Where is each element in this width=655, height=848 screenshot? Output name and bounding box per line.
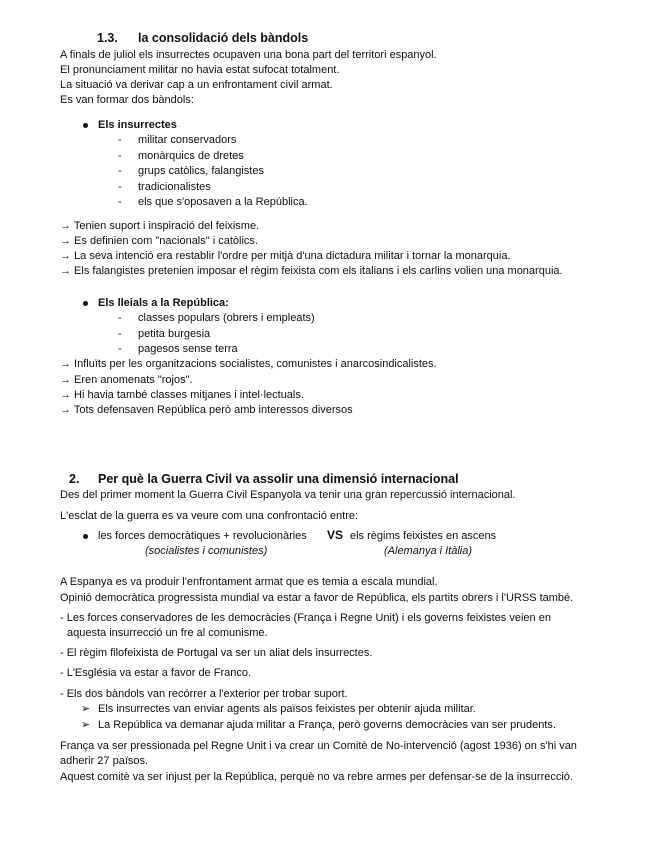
group-lleials-title: Els lleials a la República:: [98, 297, 229, 309]
dash-icon: -: [118, 150, 122, 162]
list-item: grups catòlics, falangistes: [138, 165, 264, 177]
list-item: els que s'oposaven a la República.: [138, 196, 308, 208]
dash-icon: -: [118, 312, 122, 324]
paragraph: Aquest comitè va ser injust per la República, perquè no va rebre armes per defensar-se de la insurrecció.: [60, 771, 573, 783]
note-line: → Hi havia també classes mitjanes i intel·lectuals.: [60, 389, 304, 401]
list-item: monàrquics de dretes: [138, 150, 244, 162]
note-line: → Eren anomenats "rojos".: [60, 374, 193, 386]
intro-line-4: Es van formar dos bàndols:: [60, 94, 194, 106]
note-line: → Tenien suport i inspiració del feixisme.: [60, 220, 260, 232]
note-line: → La seva intenció era restablir l'ordre per mitjà d'una dictadura militar i tornar la monarquia.: [60, 250, 511, 262]
bullet-icon: [83, 123, 88, 128]
comparison-right: els règims feixistes en ascens: [350, 530, 497, 542]
list-item: pagesos sense terra: [138, 343, 238, 355]
dash-icon: -: [118, 328, 122, 340]
sub-item: La República va demanar ajuda militar a França, però governs democràcies van ser prudents.: [98, 719, 556, 731]
list-item: tradicionalistes: [138, 181, 211, 193]
section-2-title: Per què la Guerra Civil va assolir una dimensió internacional: [98, 472, 459, 486]
section-1-3-title: la consolidació dels bàndols: [138, 31, 309, 45]
note-line: → Tots defensaven República però amb interessos diversos: [60, 404, 353, 416]
dash-icon: -: [118, 134, 122, 146]
dash-paragraph: - Les forces conservadores de les democràcies (França i Regne Unit) i els governs feixistes veien en: [60, 612, 551, 624]
dash-icon: -: [118, 165, 122, 177]
intro-line-1: A finals de juliol els insurrectes ocupaven una bona part del territori espanyol.: [60, 49, 437, 61]
dash-paragraph: - El règim filofeixista de Portugal va ser un aliat dels insurrectes.: [60, 647, 373, 659]
intro-line-2: El pronunciament militar no havia estat sufocat totalment.: [60, 64, 340, 76]
intro-line-3: La situació va derivar cap a un enfrontament civil armat.: [60, 79, 333, 91]
arrow-bullet-icon: ➢: [81, 703, 91, 715]
list-item: classes populars (obrers i empleats): [138, 312, 315, 324]
bullet-icon: [83, 534, 88, 539]
paragraph: L'esclat de la guerra es va veure com una confrontació entre:: [60, 510, 359, 522]
note-line: → Els falangistes pretenien imposar el règim feixista com els italians i els carlins volien una monarquia.: [60, 265, 563, 277]
comparison-right-sub: (Alemanya i Itàlia): [384, 545, 473, 557]
sub-item: Els insurrectes van enviar agents als països feixistes per obtenir ajuda militar.: [98, 703, 476, 715]
group-insurrectes-title: Els insurrectes: [98, 119, 177, 131]
paragraph: Des del primer moment la Guerra Civil Espanyola va tenir una gran repercussió internacional.: [60, 489, 516, 501]
note-line: → Influïts per les organitzacions socialistes, comunistes i anarcosindicalistes.: [60, 358, 437, 370]
section-2-number: 2.: [69, 472, 80, 486]
section-1-3-number: 1.3.: [97, 31, 118, 45]
bullet-icon: [83, 301, 88, 306]
list-item: petita burgesia: [138, 328, 211, 340]
paragraph: adherir 27 països.: [60, 755, 149, 767]
comparison-vs: VS: [327, 528, 344, 542]
comparison-left: les forces democràtiques + revolucionàries: [98, 530, 307, 542]
paragraph: França va ser pressionada pel Regne Unit i va crear un Comitè de No-intervenció (agost 1936) on s'hi van: [60, 740, 577, 752]
dash-icon: -: [118, 196, 122, 208]
dash-icon: -: [118, 181, 122, 193]
dash-paragraph: - L'Església va estar a favor de Franco.: [60, 667, 252, 679]
list-item: militar conservadors: [138, 134, 237, 146]
comparison-left-sub: (socialistes i comunistes): [145, 545, 268, 557]
dash-icon: -: [118, 343, 122, 355]
note-line: → Es definien com "nacionals" i catòlics.: [60, 235, 258, 247]
paragraph: A Espanya es va produir l'enfrontament armat que es temia a escala mundial.: [60, 576, 438, 588]
paragraph: Opinió democràtica progressista mundial va estar a favor de República, els partits obrers i l'URSS també.: [60, 592, 574, 604]
arrow-bullet-icon: ➢: [81, 719, 91, 731]
dash-paragraph-cont: aquesta insurrecció un fre al comunisme.: [67, 627, 268, 639]
dash-paragraph: - Els dos bàndols van recórrer a l'exterior per trobar suport.: [60, 688, 348, 700]
